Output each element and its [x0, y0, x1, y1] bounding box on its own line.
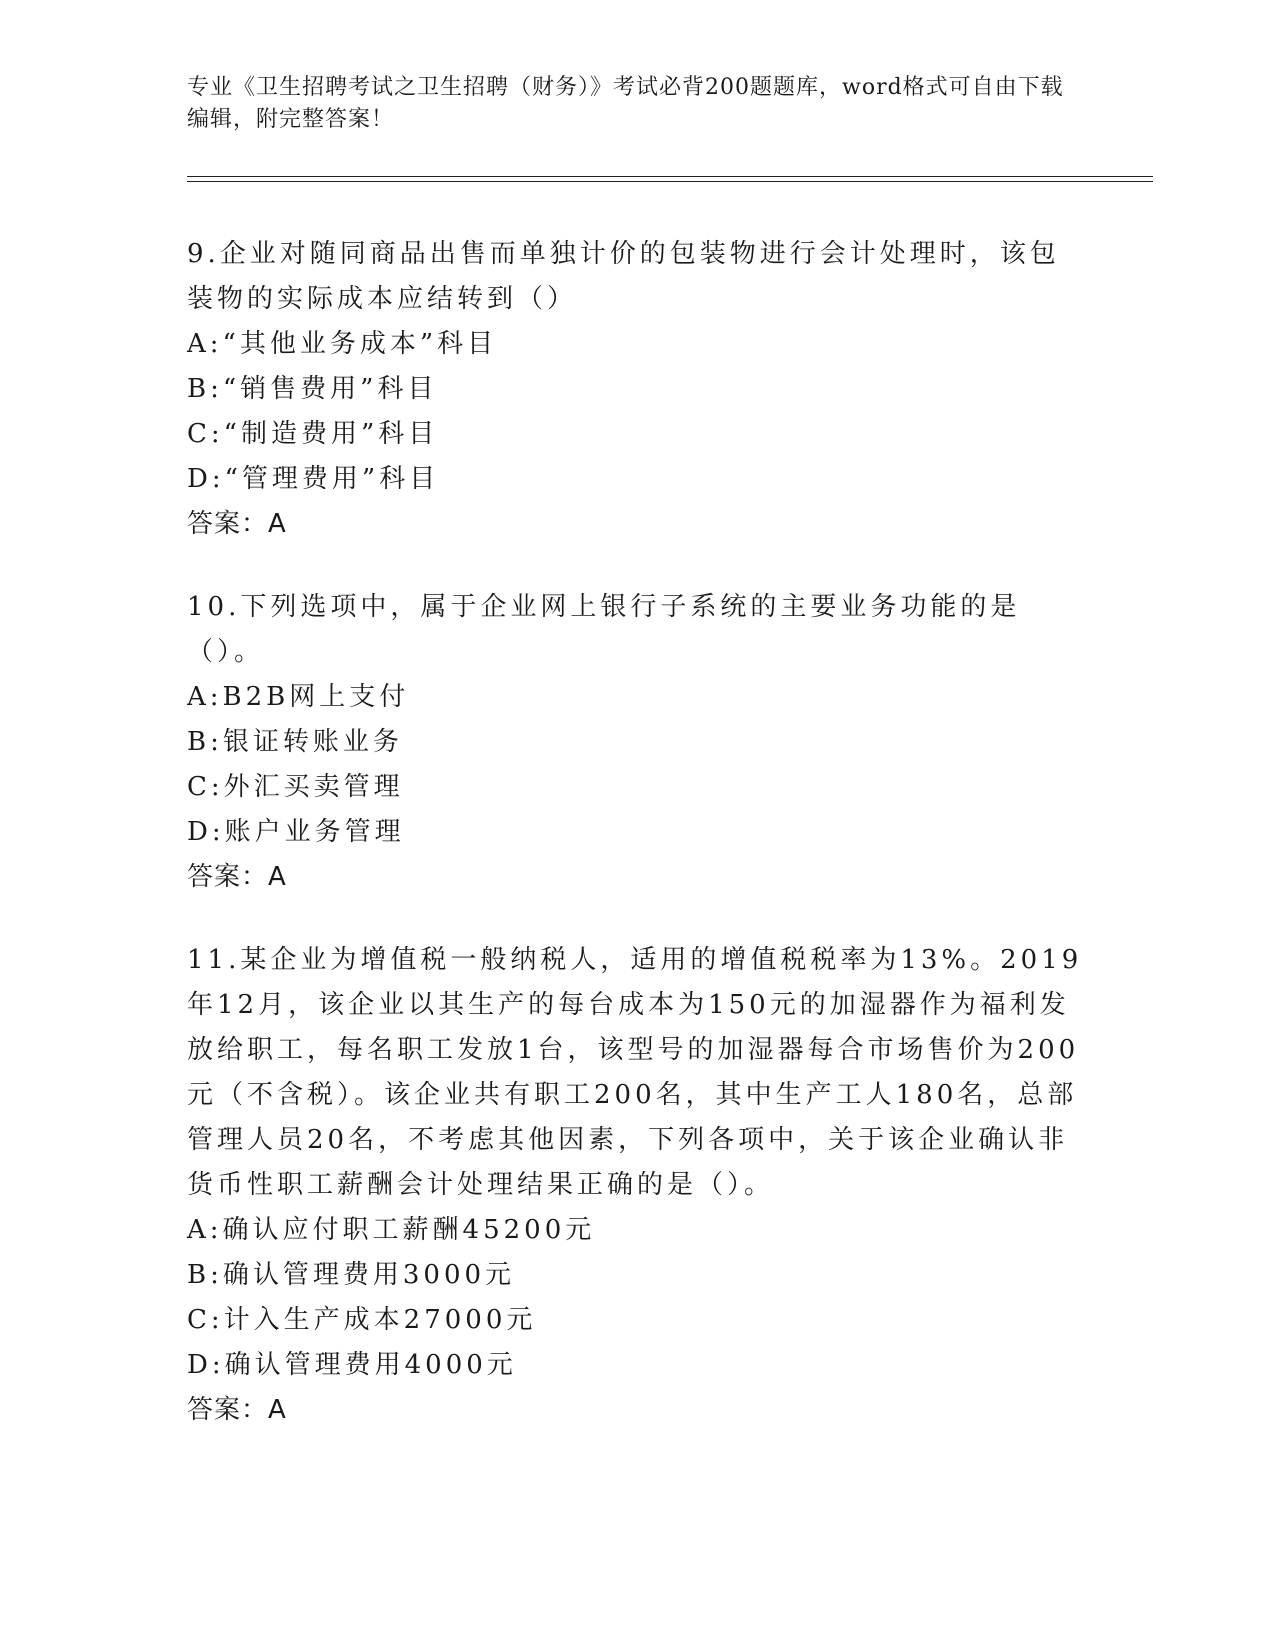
question-9	[187, 232, 1087, 547]
option-b: B:“销售费用”科目	[187, 374, 438, 404]
option-d: D:“管理费用”科目	[187, 464, 440, 494]
question-text: 11.某企业为增值税一般纳税人，适用的增值税税率为13%。2019年12月，该企业以其生产的每台成本为150元的加湿器作为福利发放给职工，每名职工发放1台，该型号的加湿器每合市场售价为200元（不含税）。该企业共有职工200名，其中生产工人180名，总部管理人员20名，不考虑其他因素，下列各项中，关于该企业确认非货币性职工薪酬会计处理结果正确的是（）。	[187, 945, 1083, 1200]
document-header: 专业《卫生招聘考试之卫生招聘（财务）》考试必背200题题库，word格式可自由下载编辑，附完整答案！	[187, 75, 1064, 132]
option-c: C:计入生产成本27000元	[187, 1305, 537, 1335]
question-list	[187, 232, 1087, 1471]
question-10	[187, 585, 1087, 900]
header-divider-top	[187, 176, 1153, 177]
header-divider-bottom	[187, 181, 1153, 182]
option-c: C:“制造费用”科目	[187, 419, 439, 449]
answer-line: 答案：A	[187, 509, 287, 539]
question-11	[187, 938, 1087, 1433]
answer-line: 答案：A	[187, 1395, 287, 1425]
option-a: A:确认应付职工薪酬45200元	[187, 1215, 596, 1245]
option-d: D:确认管理费用4000元	[187, 1350, 517, 1380]
question-text: 10.下列选项中，属于企业网上银行子系统的主要业务功能的是（）。	[187, 592, 1021, 667]
option-b: B:银证转账业务	[187, 727, 403, 757]
answer-line: 答案：A	[187, 862, 287, 892]
question-text: 9.企业对随同商品出售而单独计价的包装物进行会计处理时，该包装物的实际成本应结转到（）	[187, 239, 1060, 314]
option-c: C:外汇买卖管理	[187, 772, 404, 802]
option-a: A:B2B网上支付	[187, 682, 410, 712]
option-b: B:确认管理费用3000元	[187, 1260, 516, 1290]
option-d: D:账户业务管理	[187, 817, 405, 847]
option-a: A:“其他业务成本”科目	[187, 329, 498, 359]
